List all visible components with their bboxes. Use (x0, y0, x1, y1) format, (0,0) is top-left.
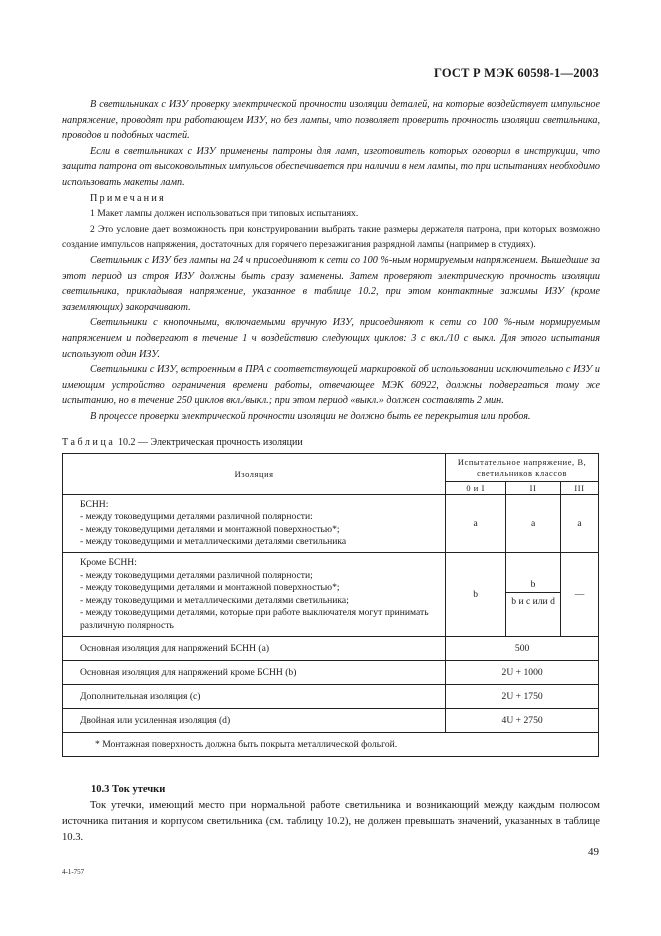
table-row-value: 2U + 1750 (446, 685, 599, 709)
table-caption-text: 10.2 — Электрическая прочность изоляции (115, 437, 303, 448)
note: 1 Макет лампы должен использоваться при типовых испытаниях. (90, 208, 359, 220)
document-header: ГОСТ Р МЭК 60598-1—2003 (434, 66, 599, 80)
page-number: 49 (588, 846, 599, 858)
class-header: III (561, 482, 599, 495)
table-footnote: * Монтажная поверхность должна быть покрыта металлической фольгой. (63, 733, 599, 757)
print-code: 4-1-757 (62, 868, 85, 876)
col-header-insulation: Изоляция (63, 454, 446, 495)
paragraph: Светильник с ИЗУ без лампы на 24 ч присоединяют к сети со 100 %-ным нормируемым напряжением. Вышедшие за этот период из строя ИЗУ должны быть сразу заменены. Затем проверяют электрическую прочность изоляции светильника, прикладывая напряжение, указанное в таблице 10.2, при этом контактные зажимы ИЗУ (кроме заземляющих) закорачивают. (62, 254, 600, 313)
other-line: - между токоведущими деталями различной полярности; (80, 569, 313, 581)
paragraph: Если в светильниках с ИЗУ применены патроны для ламп, изготовитель которых оговорил в инструкции, что защита патрона от высоковольтных импульсов обеспечивается при наличии в нем лампы, то при испытаниях необходимо использовать макеты ламп. (62, 145, 600, 188)
table-row-label: Основная изоляция для напряжений кроме БСНН (b) (63, 661, 446, 685)
other-cell (63, 553, 446, 637)
class-header: 0 и I (446, 482, 506, 495)
value-cell: a (446, 495, 506, 553)
table-row-value: 500 (446, 637, 599, 661)
paragraph: Светильники с кнопочными, включаемыми вручную ИЗУ, присоединяют к сети со 100 %-ным нормируемым напряжением и подвергают в течение 1 ч воздействию следующих циклов: 3 с вкл./10 с выкл. Для этого испытания используют один ИЗУ. (62, 317, 600, 360)
sbnn-line: - между токоведущими деталями и монтажной поверхностью*; (80, 523, 340, 535)
value-cell: — (561, 553, 599, 637)
table-row-label: Основная изоляция для напряжений БСНН (a) (63, 637, 446, 661)
paragraph: В процессе проверки электрической прочности изоляции не должно быть ее перекрытия или пробоя. (90, 410, 531, 422)
paragraph: Ток утечки, имеющий место при нормальной работе светильника и возникающий между каждым полюсом источника питания и корпусом светильника (см. таблицу 10.2), не должен превышать значений, указанных в таблице 10.3. (62, 800, 600, 843)
notes-heading: Примечания (90, 192, 166, 204)
sbnn-line: - между токоведущими деталями различной полярности: (80, 511, 313, 522)
other-title: Кроме БСНН: (80, 557, 137, 568)
table-row-value: 2U + 1000 (446, 661, 599, 685)
sbnn-title: БСНН: (80, 498, 109, 510)
table-caption-word: Таблица (62, 437, 116, 448)
table-caption (62, 437, 303, 448)
other-line: - между токоведущими деталями, которые при работе выключателя могут принимать различную полярность (80, 607, 429, 631)
value-cell: a (561, 495, 599, 553)
split-bottom: b и c или d (511, 595, 555, 607)
insulation-table (62, 453, 599, 757)
paragraph: Светильники с ИЗУ, встроенным в ПРА с соответствующей маркировкой об использовании исключительно с ИЗУ и имеющим устройство ограничения времени работы, отвечающее МЭК 60922, должны подвергаться тому же испытанию, но в течение 250 циклов вкл./выкл.; при этом период «выкл.» должен составлять 2 мин. (62, 364, 600, 407)
split-top: b (506, 579, 560, 593)
table-row-value: 4U + 2750 (446, 709, 599, 733)
value-cell: a (506, 495, 561, 553)
sbnn-line: - между токоведущими и металлическими деталями светильника (80, 536, 347, 547)
col-header-voltage: Испытательное напряжение, В, светильников классов (446, 454, 599, 482)
other-line: - между токоведущими деталями и монтажной поверхностью*; (80, 582, 340, 593)
table-row-label: Двойная или усиленная изоляция (d) (63, 709, 446, 733)
body-text (62, 97, 600, 424)
other-line: - между токоведущими и металлическими деталями светильника; (80, 594, 349, 606)
value-cell: b (446, 553, 506, 637)
paragraph: В светильниках с ИЗУ проверку электрической прочности изоляции деталей, на которые воздействует импульсное напряжение, проводят при работающем ИЗУ, но без лампы, что позволяет проверить прочность изоляции светильника, проводов и подобных частей. (62, 99, 600, 142)
note: 2 Это условие дает возможность при конструировании выбрать такие размеры держателя патрона, при которых возможно создание импульсов напряжения, достаточных для горячего перезажигания разрядной лампы (например в студиях). (62, 223, 600, 251)
table-row-label: Дополнительная изоляция (c) (63, 685, 446, 709)
section-body (62, 798, 600, 846)
value-cell-split (506, 553, 561, 637)
sbnn-cell (63, 495, 446, 553)
class-header: II (506, 482, 561, 495)
section-title: 10.3 Ток утечки (91, 784, 166, 795)
